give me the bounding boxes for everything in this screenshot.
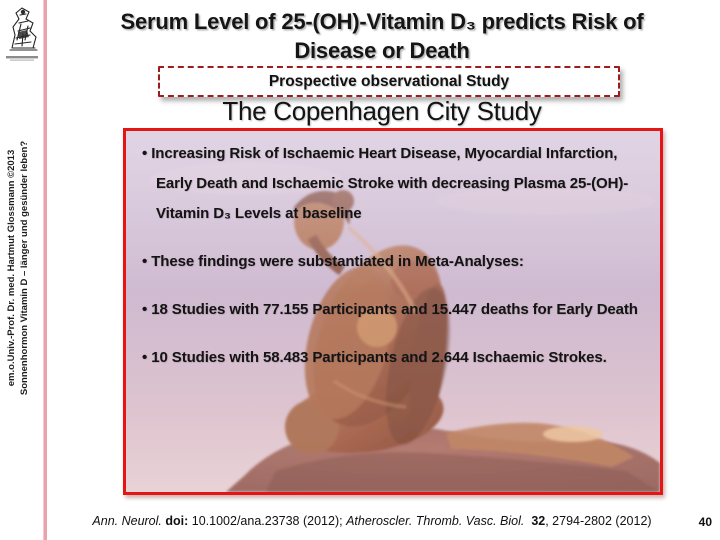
author-credit-line1: em.o.Univ.-Prof. Dr. med. Hartmut Glossmann ©2013 [6, 149, 17, 387]
study-name-subtitle: The Copenhagen City Study [222, 96, 542, 126]
slide-title [48, 7, 716, 65]
citation-doi-value: 10.1002/ana.23738 (2012); [191, 514, 347, 528]
slide-title-line1: Serum Level of 25-(OH)-Vitamin D₃ predicts Risk of [120, 9, 644, 34]
citation-volume: 32 [527, 514, 546, 528]
citation-pages: , 2794-2802 (2012) [545, 514, 652, 528]
study-type-label: Prospective observational Study [268, 72, 510, 90]
author-credit-vertical [6, 108, 38, 428]
bullet-item: • Increasing Risk of Ischaemic Heart Disease, Myocardial Infarction, Early Death and Ischaemic Stroke with decreasing Plasma 25-(OH)-Vitamin D₃ Levels at baseline [142, 139, 640, 229]
bullet-item: • 10 Studies with 58.483 Participants and 2.644 Ischaemic Strokes. [142, 343, 640, 373]
page-number: 40 [698, 515, 712, 529]
credit-sidebar [0, 0, 45, 540]
slide-title-line2: Disease or Death [294, 38, 470, 63]
citation-journal1: Ann. Neurol. [92, 514, 166, 528]
findings-bullet-list [126, 131, 660, 391]
author-credit-line2: Sonnenhormon Vitamin D – länger und gesünder leben? [18, 140, 30, 396]
reference-citation [48, 509, 696, 533]
bullet-item: • 18 Studies with 77.155 Participants and 15.447 deaths for Early Death [142, 295, 640, 325]
citation-doi-label: doi: [165, 514, 192, 528]
woodcut-logo-icon [3, 4, 43, 62]
sidebar-divider [44, 0, 47, 540]
citation-journal2: Atheroscler. Thromb. Vasc. Biol. [346, 514, 528, 528]
study-type-badge [158, 66, 620, 97]
bullet-item: • These findings were substantiated in Meta-Analyses: [142, 247, 640, 277]
findings-box [123, 128, 663, 495]
